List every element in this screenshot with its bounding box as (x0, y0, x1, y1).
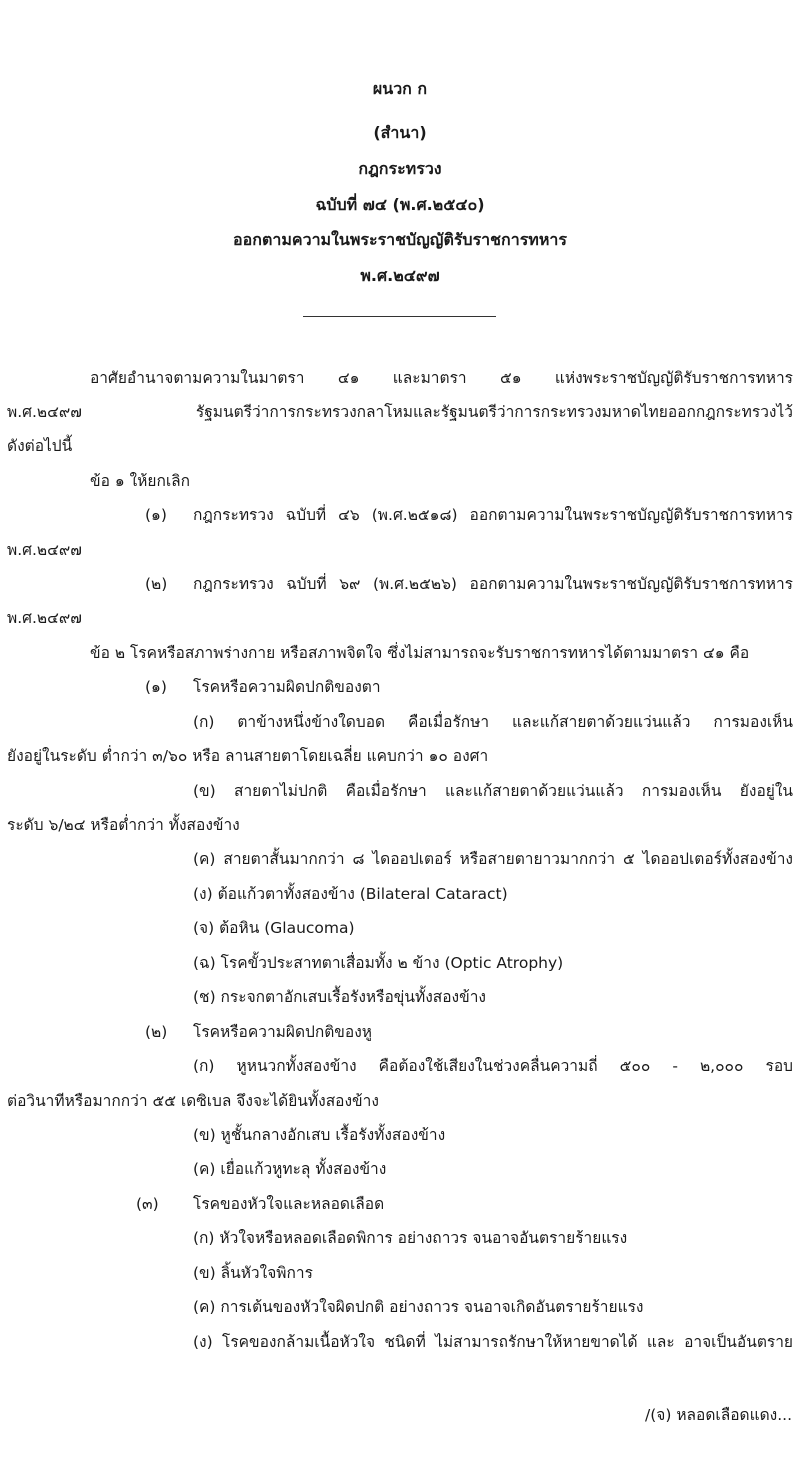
clause-1-heading: ข้อ ๑ ให้ยกเลิก (90, 472, 191, 490)
eye-section-title: โรคหรือความผิดปกติของตา (193, 678, 381, 696)
page-continuation-note: /(จ) หลอดเลือดแดง... (645, 1406, 792, 1424)
eye-item-c: (ค) สายตาสั้นมากกว่า ๘ ไดออปเตอร์ หรือสายตายาวมากกว่า ๕ ไดออปเตอร์ทั้งสองข้าง (193, 850, 793, 868)
ear-item-b: (ข) หูชั้นกลางอักเสบ เรื้อรังทั้งสองข้าง (193, 1126, 446, 1144)
clause-1-item-2-continuation: พ.ศ.๒๔๙๗ (7, 609, 82, 627)
heart-section-number: (๓) (136, 1195, 159, 1213)
issued-under-title: ออกตามความในพระราชบัญญัติรับราชการทหาร (233, 230, 567, 249)
clause-1-item-1-number: (๑) (145, 506, 167, 524)
heart-item-d: (ง) โรคของกล้ามเนื้อหัวใจ ชนิดที่ ไม่สามารถรักษาให้หายขาดได้ และ อาจเป็นอันตราย (193, 1333, 793, 1351)
regulation-type: กฎกระทรวง (358, 159, 442, 178)
ear-section-title: โรคหรือความผิดปกติของหู (193, 1023, 372, 1041)
clause-2-heading: ข้อ ๒ โรคหรือสภาพร่างกาย หรือสภาพจิตใจ ซึ่งไม่สามารถจะรับราชการทหารได้ตามมาตรา ๔๑ คือ (90, 644, 750, 662)
ear-section-number: (๒) (145, 1023, 168, 1041)
header-divider (303, 316, 496, 317)
preamble-line-2: พ.ศ.๒๔๙๗ รัฐมนตรีว่าการกระทรวงกลาโหมและรัฐมนตรีว่าการกระทรวงมหาดไทยออกกฎกระทรวงไว้ (7, 403, 793, 421)
clause-1-item-1-continuation: พ.ศ.๒๔๙๗ (7, 541, 82, 559)
eye-item-b-line-1: (ข) สายตาไม่ปกติ คือเมื่อรักษา และแก้สายตาด้วยแว่นแล้ว การมองเห็น ยังอยู่ใน (193, 782, 793, 800)
heart-item-c: (ค) การเต้นของหัวใจผิดปกติ อย่างถาวร จนอาจเกิดอันตรายร้ายแรง (193, 1298, 644, 1316)
eye-item-e: (จ) ต้อหิน (Glaucoma) (193, 919, 355, 937)
eye-item-f: (ฉ) โรคขั้วประสาทตาเสื่อมทั้ง ๒ ข้าง (Optic Atrophy) (193, 954, 564, 972)
ear-item-a-line-1: (ก) หูหนวกทั้งสองข้าง คือต้องใช้เสียงในช่วงคลื่นความถี่ ๕๐๐ - ๒,๐๐๐ รอบ (193, 1057, 793, 1075)
ear-item-c: (ค) เยื่อแก้วหูทะลุ ทั้งสองข้าง (193, 1160, 387, 1178)
regulation-number: ฉบับที่ ๗๔ (พ.ศ.๒๕๔๐) (315, 195, 485, 214)
eye-item-g: (ช) กระจกตาอักเสบเรื้อรังหรือขุ่นทั้งสองข้าง (193, 988, 486, 1006)
copy-label: (สำนา) (373, 123, 427, 142)
preamble-line-1: อาศัยอำนาจตามความในมาตรา ๔๑ และมาตรา ๕๑ แห่งพระราชบัญญัติรับราชการทหาร (90, 369, 793, 387)
heart-item-b: (ข) ลิ้นหัวใจพิการ (193, 1264, 313, 1282)
eye-item-b-line-2: ระดับ ๖/๒๔ หรือต่ำกว่า ทั้งสองข้าง (7, 816, 240, 834)
heart-section-title: โรคของหัวใจและหลอดเลือด (193, 1195, 385, 1213)
eye-item-d: (ง) ต้อแก้วตาทั้งสองข้าง (Bilateral Cataract) (193, 885, 508, 903)
eye-section-number: (๑) (145, 678, 167, 696)
preamble-line-3: ดังต่อไปนี้ (7, 437, 73, 455)
clause-1-item-2-number: (๒) (145, 575, 168, 593)
eye-item-a-line-2: ยังอยู่ในระดับ ต่ำกว่า ๓/๖๐ หรือ ลานสายตาโดยเฉลี่ย แคบกว่า ๑๐ องศา (7, 747, 489, 765)
annex-label: ผนวก ก (372, 79, 428, 98)
clause-1-item-1-text: กฎกระทรวง ฉบับที่ ๔๖ (พ.ศ.๒๕๑๘) ออกตามความในพระราชบัญญัติรับราชการทหาร (193, 506, 793, 524)
clause-1-item-2-text: กฎกระทรวง ฉบับที่ ๖๙ (พ.ศ.๒๕๒๖) ออกตามความในพระราชบัญญัติรับราชการทหาร (193, 575, 793, 593)
ear-item-a-line-2: ต่อวินาทีหรือมากกว่า ๕๕ เดซิเบล จึงจะได้ยินทั้งสองข้าง (7, 1092, 379, 1110)
eye-item-a-line-1: (ก) ตาข้างหนึ่งข้างใดบอด คือเมื่อรักษา และแก้สายตาด้วยแว่นแล้ว การมองเห็น (193, 713, 793, 731)
heart-item-a: (ก) หัวใจหรือหลอดเลือดพิการ อย่างถาวร จนอาจอันตรายร้ายแรง (193, 1229, 628, 1247)
act-year: พ.ศ.๒๔๙๗ (360, 266, 440, 285)
